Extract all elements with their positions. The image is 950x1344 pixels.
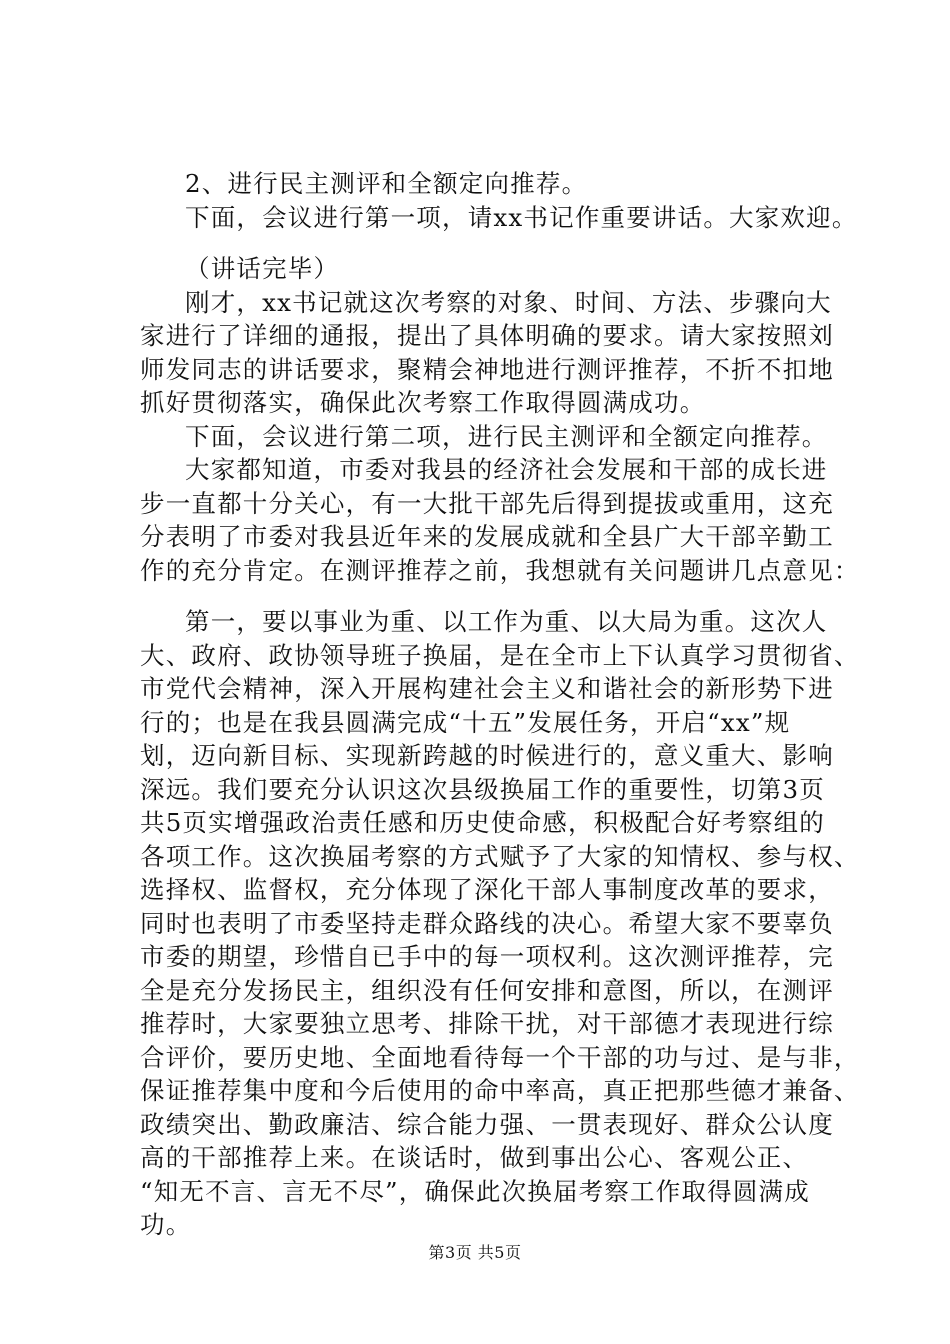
text-line: 政绩突出、勤政廉洁、综合能力强、一贯表现好、群众公认度: [140, 1109, 834, 1139]
text-line: 全是充分发扬民主，组织没有任何安排和意图，所以，在测评: [140, 975, 834, 1005]
paragraph-gap: [140, 234, 860, 252]
text-line: 高的干部推荐上来。在谈话时，做到事出公心、客观公正、: [140, 1143, 809, 1172]
text-line: 深远。我们要充分认识这次县级换届工作的重要性，切第3页: [140, 774, 825, 804]
text-line: 步一直都十分关心，有一大批干部先后得到提拔或重用，这充: [140, 488, 834, 518]
text-line: 功。: [140, 1210, 192, 1239]
text-line: 保证推荐集中度和今后使用的命中率高，真正把那些德才兼备、: [140, 1076, 860, 1105]
text-line: 推荐时，大家要独立思考、排除干扰，对干部德才表现进行综: [140, 1009, 834, 1038]
text-line: 划，迈向新目标、实现新跨越的时候进行的，意义重大、影响: [140, 741, 834, 770]
document-body: [140, 167, 860, 1242]
text-line: 各项工作。这次换届考察的方式赋予了大家的知情权、参与权、: [140, 841, 860, 871]
text-line: 刚才，xx书记就这次考察的对象、时间、方法、步骤向大: [185, 287, 832, 317]
text-line: 分表明了市委对我县近年来的发展成就和全县广大干部辛勤工: [140, 522, 834, 551]
text-line: 抓好贯彻落实，确保此次考察工作取得圆满成功。: [140, 388, 706, 417]
text-line: 市委的期望，珍惜自已手中的每一项权利。这次测评推荐，完: [140, 942, 834, 971]
text-line: 下面，会议进行第一项，请xx书记作重要讲话。大家欢迎。: [185, 202, 858, 232]
paragraph-gap: [140, 587, 860, 605]
text-line: 家进行了详细的通报，提出了具体明确的要求。请大家按照刘: [140, 321, 834, 350]
text-line: 同时也表明了市委坚持走群众路线的决心。希望大家不要辜负: [140, 908, 834, 938]
text-line: （讲话完毕）: [185, 254, 340, 283]
text-line: 共5页实增强政治责任感和历史使命感，积极配合好考察组的: [140, 808, 825, 837]
page-footer: 第3页 共5页: [428, 1243, 522, 1262]
text-line: 行的；也是在我县圆满完成“十五”发展任务，开启“xx”规: [140, 707, 791, 737]
text-line: 大家都知道，市委对我县的经济社会发展和干部的成长进: [185, 455, 828, 484]
text-line: 2、进行民主测评和全额定向推荐。: [185, 169, 588, 198]
text-line: 大、政府、政协领导班子换届，是在全市上下认真学习贯彻省、: [140, 640, 860, 670]
text-line: 市党代会精神，深入开展构建社会主义和谐社会的新形势下进: [140, 674, 834, 703]
text-line: 第一，要以事业为重、以工作为重、以大局为重。这次人: [185, 607, 828, 636]
text-line: 下面，会议进行第二项，进行民主测评和全额定向推荐。: [185, 421, 828, 451]
text-line: “知无不言、言无不尽”，确保此次换届考察工作取得圆满成: [140, 1176, 810, 1206]
text-line: 合评价，要历史地、全面地看待每一个干部的功与过、是与非，: [140, 1042, 860, 1072]
text-line: 选择权、监督权，充分体现了深化干部人事制度改革的要求，: [140, 875, 834, 904]
text-line: 师发同志的讲话要求，聚精会神地进行测评推荐，不折不扣地: [140, 354, 834, 384]
text-line: 作的充分肯定。在测评推荐之前，我想就有关问题讲几点意见：: [140, 555, 860, 585]
